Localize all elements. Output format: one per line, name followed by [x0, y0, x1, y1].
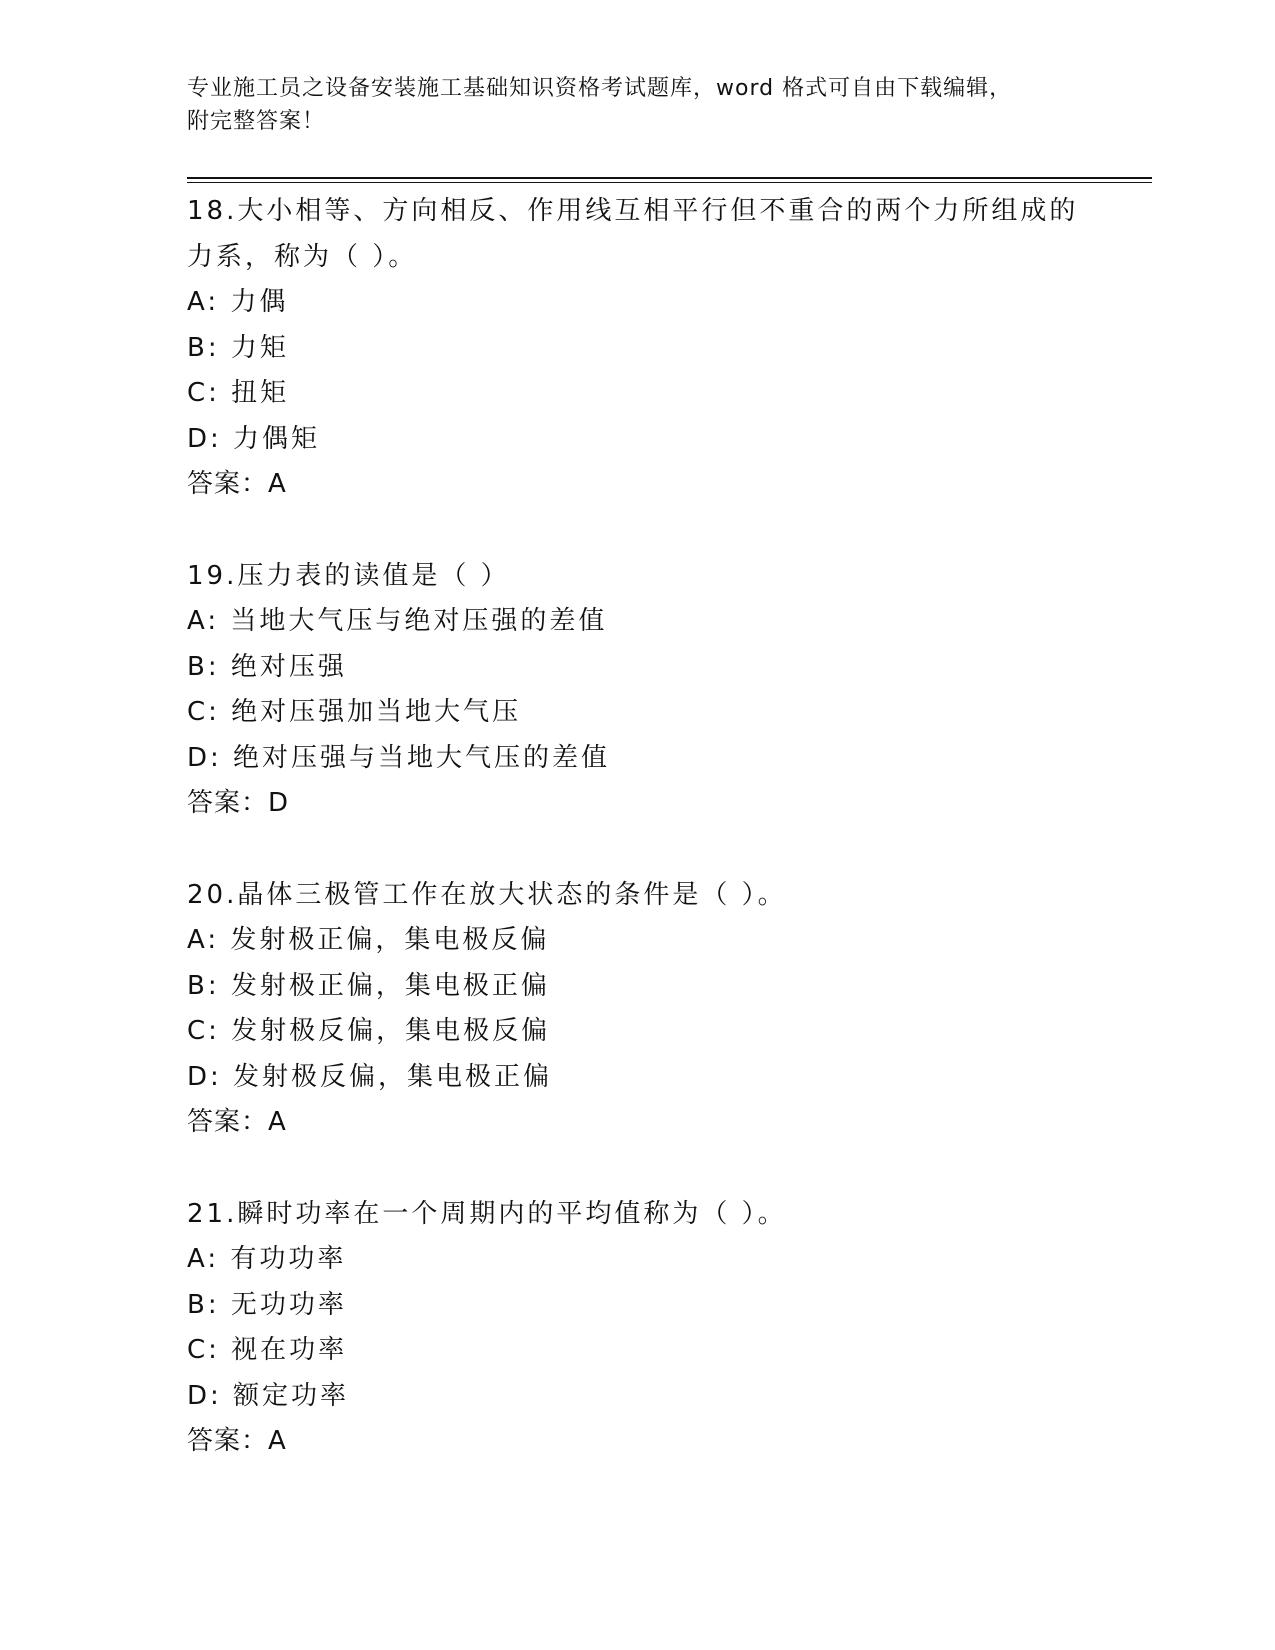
- option-c: C: 扭矩: [187, 378, 290, 408]
- question-20: [187, 873, 1087, 1146]
- option-c: C: 视在功率: [187, 1335, 348, 1365]
- option-c: C: 绝对压强加当地大气压: [187, 697, 522, 727]
- question-stem: 18.大小相等、方向相反、作用线互相平行但不重合的两个力所组成的: [187, 196, 1079, 226]
- answer-line: 答案：D: [187, 788, 290, 818]
- option-a: A: 有功功率: [187, 1244, 347, 1274]
- header-divider-thick: [187, 177, 1152, 179]
- answer-line: 答案：A: [187, 1107, 287, 1137]
- answer-line: 答案：A: [187, 1426, 287, 1456]
- question-stem: 20.晶体三极管工作在放大状态的条件是（ ）。: [187, 879, 787, 910]
- option-b: B: 绝对压强: [187, 651, 347, 682]
- option-b: B: 发射极正偏，集电极正偏: [187, 970, 550, 1001]
- question-18: [187, 189, 1087, 508]
- document-header: [187, 72, 1067, 138]
- header-line-1: 专业施工员之设备安装施工基础知识资格考试题库，word 格式可自由下载编辑，: [187, 76, 1013, 101]
- option-a: A: 当地大气压与绝对压强的差值: [187, 606, 608, 636]
- answer-line: 答案：A: [187, 469, 287, 499]
- option-d: D: 发射极反偏，集电极正偏: [187, 1061, 553, 1092]
- header-line-2: 附完整答案！: [187, 109, 326, 134]
- option-b: B: 无功功率: [187, 1289, 347, 1320]
- question-stem: 21.瞬时功率在一个周期内的平均值称为（ ）。: [187, 1198, 787, 1229]
- header-divider-thin: [187, 182, 1152, 183]
- option-d: D: 力偶矩: [187, 423, 321, 454]
- option-a: A: 力偶: [187, 287, 289, 317]
- question-list: [187, 189, 1087, 1511]
- option-a: A: 发射极正偏，集电极反偏: [187, 925, 550, 955]
- question-21: [187, 1192, 1087, 1465]
- question-19: [187, 554, 1087, 827]
- option-d: D: 额定功率: [187, 1380, 350, 1411]
- question-stem: 19.压力表的读值是（ ）: [187, 560, 510, 591]
- option-b: B: 力矩: [187, 332, 289, 363]
- question-stem-continued: 力系，称为（ ）。: [187, 241, 418, 272]
- option-c: C: 发射极反偏，集电极反偏: [187, 1016, 551, 1046]
- option-d: D: 绝对压强与当地大气压的差值: [187, 742, 611, 773]
